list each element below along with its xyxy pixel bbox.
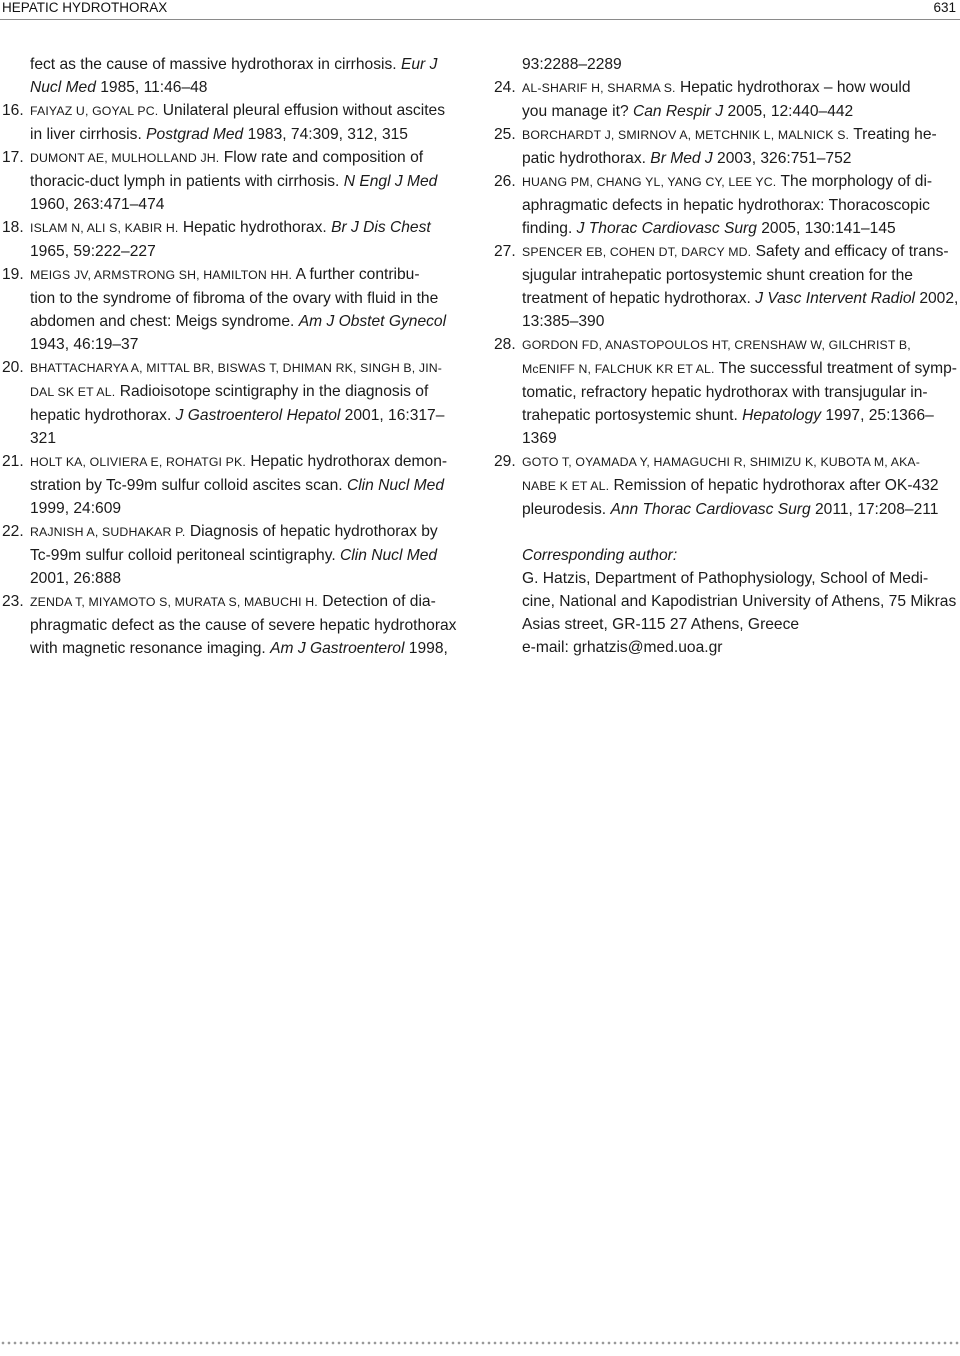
- reference-continuation: fect as the cause of massive hydrothorax in cirrhosis. Eur J Nucl Med 1985, 11:46–48: [30, 56, 438, 96]
- reference-24: 24. AL-SHARIF H, SHARMA S. Hepatic hydrothorax – how would you manage it? Can Respir J 2005, 12:440–442: [494, 79, 911, 120]
- reference-21: 21. HOLT KA, OLIVIERA E, ROHATGI PK. Hepatic hydrothorax demon- stration by Tc-99m sulfur colloid ascites scan. Clin Nucl Med 1999, 24:609: [2, 453, 448, 517]
- reference-19: 19. MEIGS JV, ARMSTRONG SH, HAMILTON HH. A further contribu- tion to the syndrome of fibroma of the ovary with fluid in the abdomen and chest: Meigs syndrome. Am J Obstet Gynecol 1943, 46:19–37: [2, 266, 447, 353]
- reference-29: 29. GOTO T, OYAMADA Y, HAMAGUCHI R, SHIMIZU K, KUBOTA M, AKA- NABE K ET AL. Remission of hepatic hydrothorax after OK-432 pleurodesis. Ann Thorac Cardiovasc Surg 2011, 17:208–211: [494, 453, 939, 518]
- reference-continuation-right: 93:2288–2289: [522, 56, 622, 73]
- reference-23: 23. ZENDA T, MIYAMOTO S, MURATA S, MABUCHI H. Detection of dia- phragmatic defect as the cause of severe hepatic hydrothorax with magnetic resonance imaging. Am J Gastroenterol 1998,: [2, 593, 457, 657]
- references-column-left: [2, 53, 470, 660]
- author-email: e-mail: grhatzis@med.uoa.gr: [522, 639, 723, 656]
- author-address-line: cine, National and Kapodistrian University of Athens, 75 Mikras: [522, 593, 957, 610]
- reference-26: 26. HUANG PM, CHANG YL, YANG CY, LEE YC. The morphology of di- aphragmatic defects in hepatic hydrothorax: Thoracoscopic finding. J Thorac Cardiovasc Surg 2005, 130:141–145: [494, 173, 933, 237]
- running-header: [0, 0, 960, 20]
- corresponding-author: [494, 544, 960, 659]
- running-title: HEPATIC HYDROTHORAX: [2, 0, 168, 15]
- corresponding-author-label: Corresponding author:: [522, 547, 678, 564]
- footer-dotted-rule: [0, 1340, 960, 1346]
- reference-22: 22. RAJNISH A, SUDHAKAR P. Diagnosis of hepatic hydrothorax by Tc-99m sulfur colloid peritoneal scintigraphy. Clin Nucl Med 2001, 26:888: [2, 523, 438, 587]
- author-address-line: G. Hatzis, Department of Pathophysiology, School of Medi-: [522, 570, 929, 587]
- page-number: 631: [933, 0, 956, 15]
- references-column-right: [494, 53, 960, 659]
- reference-28: 28. GORDON FD, ANASTOPOULOS HT, CRENSHAW W, GILCHRIST B, McENIFF N, FALCHUK KR ET AL. The successful treatment of symp- tomatic, refractory hepatic hydrothorax with transjugular in- trahepatic portosystemic shunt. Hepatology 1997, 25:1366– 1369: [494, 336, 957, 447]
- reference-18: 18. ISLAM N, ALI S, KABIR H. Hepatic hydrothorax. Br J Dis Chest 1965, 59:222–227: [2, 219, 431, 260]
- reference-27: 27. SPENCER EB, COHEN DT, DARCY MD. Safety and efficacy of trans- sjugular intrahepatic portosystemic shunt creation for the treatment of hepatic hydrothorax. J Vasc Intervent Radiol 2002, 13:385–390: [494, 243, 959, 330]
- reference-16: 16. FAIYAZ U, GOYAL PC. Unilateral pleural effusion without ascites in liver cirrhosis. Postgrad Med 1983, 74:309, 312, 315: [2, 102, 445, 143]
- reference-25: 25. BORCHARDT J, SMIRNOV A, METCHNIK L, MALNICK S. Treating he- patic hydrothorax. Br Med J 2003, 326:751–752: [494, 126, 937, 167]
- author-address-line: Asias street, GR-115 27 Athens, Greece: [522, 616, 800, 633]
- reference-17: 17. DUMONT AE, MULHOLLAND JH. Flow rate and composition of thoracic-duct lymph in patients with cirrhosis. N Engl J Med 1960, 263:471–474: [2, 149, 438, 213]
- reference-20: 20. BHATTACHARYA A, MITTAL BR, BISWAS T, DHIMAN RK, SINGH B, JIN- DAL SK ET AL. Radioisotope scintigraphy in the diagnosis of hepatic hydrothorax. J Gastroenterol Hepatol 2001, 16:317– 321: [2, 359, 445, 447]
